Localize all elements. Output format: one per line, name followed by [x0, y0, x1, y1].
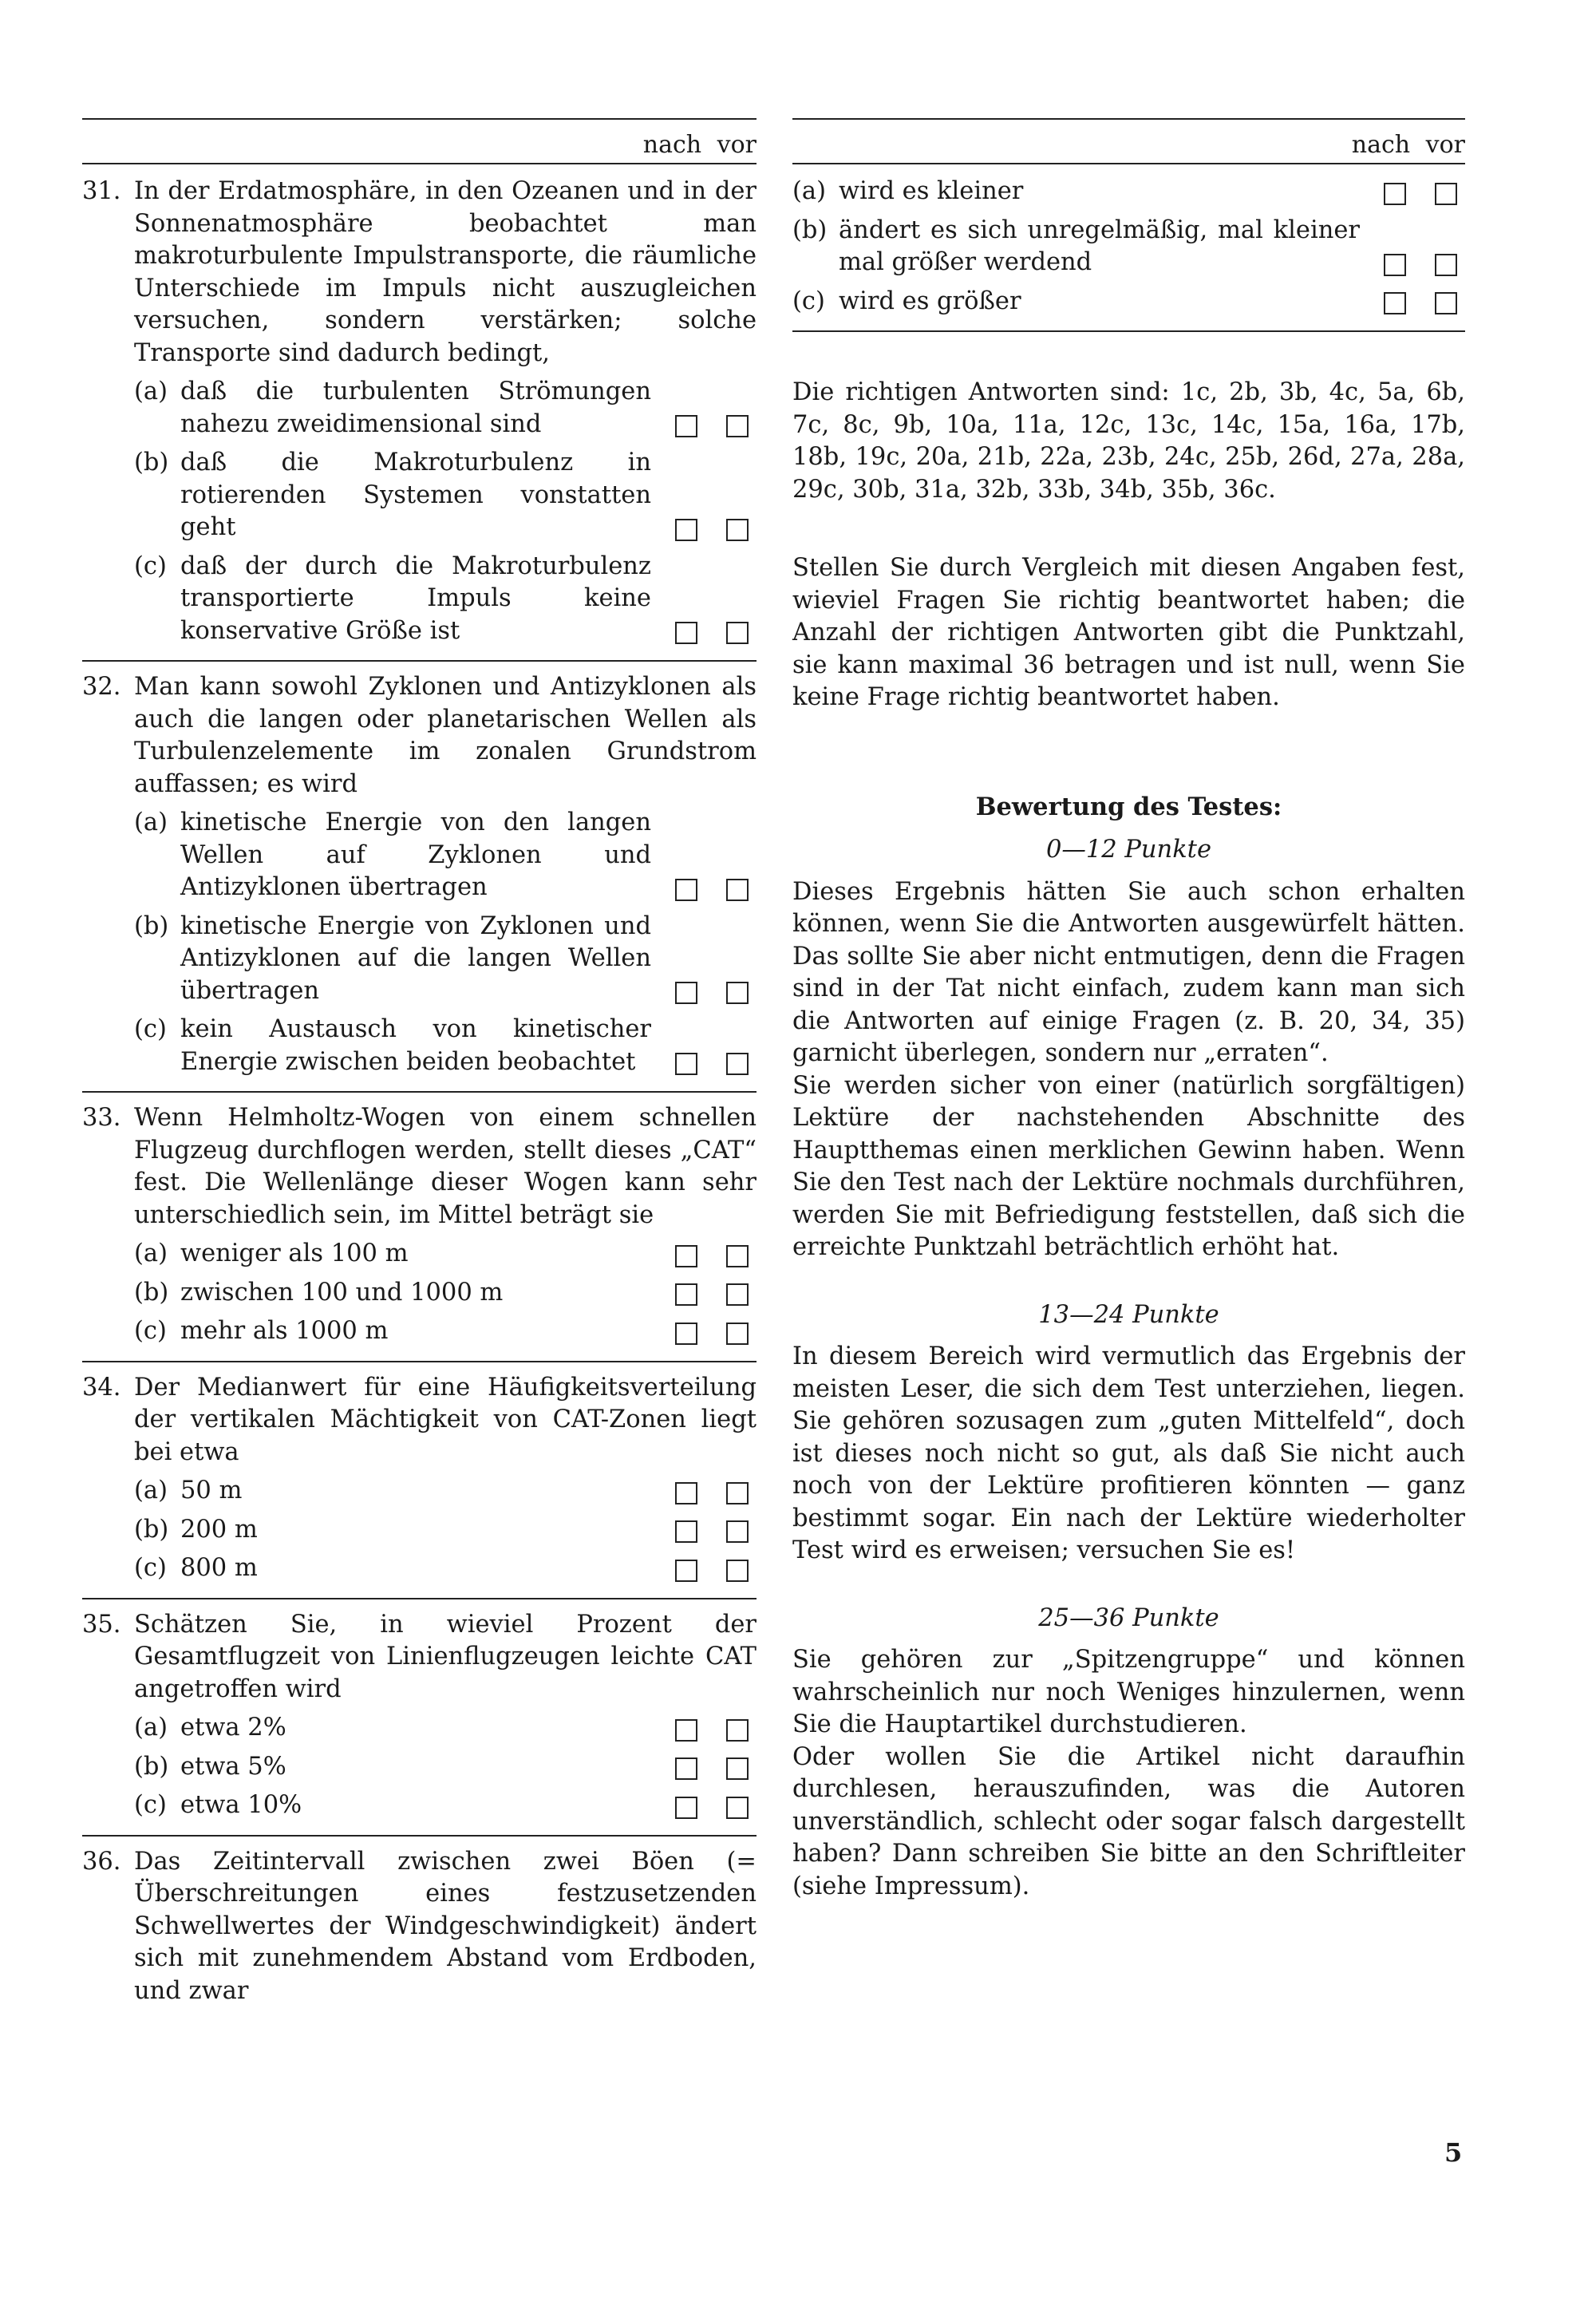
checkbox-pair	[1376, 180, 1465, 205]
option-label: (a)	[134, 1714, 168, 1742]
checkbox-vor[interactable]	[726, 519, 749, 541]
checkbox-nach[interactable]	[675, 1053, 697, 1075]
checkbox-vor[interactable]	[726, 1283, 749, 1306]
question-31	[82, 176, 757, 662]
option-label: (b)	[134, 1752, 169, 1781]
checkbox-nach[interactable]	[675, 1757, 697, 1780]
question-stem: Schätzen Sie, in wieviel Prozent der Gesamtflugzeit von Linienflugzeugen leichte CAT angetroffen wird	[134, 1610, 757, 1703]
answers-text: Die richtigen Antworten sind: 1c, 2b, 3b, 4c, 5a, 6b, 7c, 8c, 9b, 10a, 11a, 12c, 13c, 14c, 15a, 16a, 17b, 18b, 19c, 20a, 21b, 22a, 23b, 24c, 25b, 26d, 27a, 28a, 29c, 30b, 31a, 32b, 33b, 34b, 35b, 36c.	[792, 378, 1465, 504]
option-text: weniger als 100 m	[180, 1240, 409, 1267]
question-36	[82, 1846, 757, 2021]
checkbox-pair	[667, 1754, 757, 1780]
answer-option	[134, 1712, 757, 1745]
option-text: mehr als 1000 m	[180, 1317, 389, 1345]
checkbox-nach[interactable]	[675, 1245, 697, 1267]
score-range-title: 25—36 Punkte	[1038, 1603, 1219, 1632]
question-stem: In der Erdatmosphäre, in den Ozeanen und in der Sonnenatmosphäre beobachtet man makroturbulente Impulstransporte, die räumliche Unterschiede im Impuls nicht auszugleichen versuchen, sondern verstärken; solche Transporte sind dadurch bedingt,	[134, 177, 757, 367]
question-number: 31.	[82, 177, 121, 205]
checkbox-vor[interactable]	[1435, 292, 1457, 314]
option-text: 800 m	[180, 1554, 258, 1582]
question-number: 33.	[82, 1104, 121, 1132]
column-header	[792, 118, 1465, 164]
answer-option	[134, 1277, 757, 1310]
checkbox-pair	[667, 1479, 757, 1504]
checkbox-pair	[1376, 289, 1465, 314]
checkbox-vor[interactable]	[726, 1719, 749, 1742]
option-text: 50 m	[180, 1477, 243, 1504]
checkbox-nach[interactable]	[1384, 183, 1406, 205]
option-text: wird es kleiner	[839, 177, 1024, 205]
checkbox-nach[interactable]	[675, 519, 697, 541]
option-text: kinetische Energie von den langen Wellen auf Zyklonen und Antizyklonen übertragen	[180, 809, 651, 901]
option-label: (c)	[134, 1015, 167, 1043]
answer-option	[792, 286, 1465, 318]
question-stem: Der Medianwert für eine Häufigkeitsverteilung der vertikalen Mächtigkeit von CAT-Zonen liegt bei etwa	[134, 1373, 757, 1466]
option-label: (c)	[134, 1317, 167, 1345]
checkbox-pair	[667, 516, 757, 541]
answer-option	[134, 376, 757, 441]
answer-option	[134, 807, 757, 904]
option-label: (b)	[134, 911, 169, 940]
option-label: (a)	[134, 1240, 168, 1267]
checkbox-vor[interactable]	[726, 1245, 749, 1267]
answer-option	[134, 1552, 757, 1585]
question-33	[82, 1102, 757, 1362]
header-nach-label: nach	[642, 130, 702, 159]
checkbox-nach[interactable]	[675, 1719, 697, 1742]
question-36-options	[792, 176, 1465, 332]
option-label: (a)	[134, 378, 168, 405]
option-text: daß der durch die Makroturbulenz transportierte Impuls keine konservative Größe ist	[180, 552, 651, 645]
answer-option	[792, 176, 1465, 208]
question-35	[82, 1609, 757, 1837]
page-number: 5	[1444, 2137, 1463, 2168]
checkbox-vor[interactable]	[726, 622, 749, 644]
question-number: 36.	[82, 1847, 121, 1876]
answer-option	[134, 1315, 757, 1348]
score-range-paragraph: Oder wollen Sie die Artikel nicht daraufhin durchlesen, herauszufinden, was die Autoren unverständlich, schlecht oder sogar falsch dargestellt haben? Dann schreiben Sie bitte an den Schriftleiter (siehe Impressum).	[792, 1742, 1465, 1900]
answer-option	[134, 551, 757, 648]
checkbox-pair	[667, 1242, 757, 1267]
option-text: kinetische Energie von Zyklonen und Antizyklonen auf die langen Wellen übertragen	[180, 911, 651, 1005]
checkbox-vor[interactable]	[726, 415, 749, 437]
checkbox-pair	[667, 876, 757, 901]
checkbox-nach[interactable]	[675, 1797, 697, 1819]
checkbox-vor[interactable]	[726, 1323, 749, 1345]
left-column	[82, 118, 757, 2030]
score-range-paragraph: Dieses Ergebnis hätten Sie auch schon erhalten können, wenn Sie die Antworten ausgewürfelt hätten. Das sollte Sie aber nicht entmutigen, denn die Fragen sind in der Tat nicht einfach, zudem kann man sich die Antworten auf einige Fragen (z. B. 20, 34, 35) garnicht überlegen, sondern nur „erraten“.	[792, 877, 1465, 1067]
option-label: (b)	[134, 449, 169, 476]
option-label: (c)	[134, 1554, 167, 1582]
checkbox-pair	[667, 412, 757, 437]
checkbox-nach[interactable]	[1384, 292, 1406, 314]
score-range-paragraph: Sie werden sicher von einer (natürlich sorgfältigen) Lektüre der nachstehenden Abschnitte des Hauptthemas einen merklichen Gewinn haben. Wenn Sie den Test nach der Lektüre nochmals durchführen, werden Sie mit Befriedigung feststellen, daß sich die erreichte Punktzahl beträchtlich erhöht hat.	[792, 1071, 1465, 1261]
answer-option	[134, 1789, 757, 1822]
checkbox-pair	[667, 1319, 757, 1345]
checkbox-vor[interactable]	[1435, 254, 1457, 276]
column-header	[82, 118, 757, 164]
answer-option	[134, 911, 757, 1008]
answer-option	[134, 447, 757, 544]
question-number: 32.	[82, 673, 121, 701]
checkbox-pair	[667, 1556, 757, 1582]
option-text: zwischen 100 und 1000 m	[180, 1278, 504, 1307]
checkbox-nach[interactable]	[675, 1323, 697, 1345]
option-text: kein Austausch von kinetischer Energie zwischen beiden beobachtet	[180, 1015, 651, 1076]
checkbox-vor[interactable]	[726, 1053, 749, 1075]
checkbox-nach[interactable]	[675, 1482, 697, 1504]
checkbox-vor[interactable]	[726, 1757, 749, 1780]
checkbox-pair	[1376, 251, 1465, 276]
question-number: 35.	[82, 1610, 121, 1639]
checkbox-vor[interactable]	[726, 982, 749, 1004]
option-text: ändert es sich unregelmäßig, mal kleiner mal größer werdend	[839, 215, 1360, 276]
evaluation-ranges	[792, 823, 1465, 1903]
checkbox-nach[interactable]	[675, 982, 697, 1004]
option-label: (b)	[792, 215, 828, 244]
option-label: (b)	[134, 1278, 169, 1307]
checkbox-nach[interactable]	[675, 1283, 697, 1306]
answer-option	[134, 1014, 757, 1078]
option-text: daß die turbulenten Strömungen nahezu zweidimensional sind	[180, 378, 651, 438]
checkbox-pair	[667, 1050, 757, 1075]
evaluation-heading: Bewertung des Testes:	[975, 792, 1282, 821]
checkbox-vor[interactable]	[726, 1520, 749, 1543]
score-range-paragraph: Sie gehören zur „Spitzengruppe“ und können wahrscheinlich nur noch Weniges hinzulernen, wenn Sie die Hauptartikel durchstudieren.	[792, 1646, 1465, 1738]
question-34	[82, 1372, 757, 1599]
option-label: (a)	[792, 177, 826, 205]
checkbox-vor[interactable]	[726, 879, 749, 901]
question-stem: Das Zeitintervall zwischen zwei Böen (= Überschreitungen eines festzusetzenden Schwellwertes der Windgeschwindigkeit) ändert sich mit zunehmendem Abstand vom Erdboden, und zwar	[134, 1847, 757, 2005]
option-text: 200 m	[180, 1515, 258, 1544]
question-stem: Man kann sowohl Zyklonen und Antizyklonen als auch die langen oder planetarischen Wellen als Turbulenzelemente im zonalen Grundstrom auffassen; es wird	[134, 673, 757, 798]
checkbox-nach[interactable]	[675, 879, 697, 901]
option-label: (a)	[134, 1477, 168, 1504]
question-number: 34.	[82, 1373, 121, 1402]
option-label: (c)	[134, 1791, 167, 1819]
right-column	[792, 118, 1465, 1903]
option-text: etwa 5%	[180, 1752, 286, 1781]
option-label: (a)	[134, 809, 168, 836]
answer-option	[134, 1238, 757, 1271]
score-range-title: 0—12 Punkte	[1045, 836, 1211, 864]
option-label: (c)	[792, 287, 825, 315]
checkbox-nach[interactable]	[675, 415, 697, 437]
checkbox-nach[interactable]	[675, 1560, 697, 1582]
option-text: daß die Makroturbulenz in rotierenden Systemen vonstatten geht	[180, 449, 651, 541]
checkbox-vor[interactable]	[726, 1560, 749, 1582]
checkbox-pair	[667, 1280, 757, 1306]
checkbox-pair	[667, 619, 757, 644]
header-nach-label: nach	[1351, 130, 1411, 159]
checkbox-nach[interactable]	[675, 1520, 697, 1543]
checkbox-vor[interactable]	[1435, 183, 1457, 205]
checkbox-nach[interactable]	[675, 622, 697, 644]
option-text: etwa 10%	[180, 1791, 302, 1819]
checkbox-vor[interactable]	[726, 1797, 749, 1819]
checkbox-nach[interactable]	[1384, 254, 1406, 276]
compare-instructions: Stellen Sie durch Vergleich mit diesen Angaben fest, wieviel Fragen Sie richtig beantwortet haben; die Anzahl der richtigen Antworten gibt die Punktzahl, sie kann maximal 36 betragen und ist null, wenn Sie keine Frage richtig beantwortet haben.	[792, 554, 1465, 711]
header-vor-label: vor	[717, 130, 757, 159]
checkbox-pair	[667, 1517, 757, 1543]
option-label: (b)	[134, 1515, 169, 1544]
question-32	[82, 671, 757, 1093]
checkbox-vor[interactable]	[726, 1482, 749, 1504]
answer-option	[792, 215, 1465, 279]
question-list	[82, 176, 757, 2020]
option-label: (c)	[134, 552, 167, 580]
header-vor-label: vor	[1425, 130, 1465, 159]
option-text: wird es größer	[839, 287, 1021, 315]
answer-option	[134, 1751, 757, 1784]
answer-option	[134, 1475, 757, 1508]
score-range-title: 13—24 Punkte	[1038, 1300, 1219, 1329]
answer-option	[134, 1514, 757, 1547]
question-stem: Wenn Helmholtz-Wogen von einem schnellen Flugzeug durchflogen werden, stellt dieses „CAT“ fest. Die Wellenlänge dieser Wogen kann sehr unterschiedlich sein, im Mittel beträgt sie	[134, 1104, 757, 1229]
checkbox-pair	[667, 979, 757, 1004]
checkbox-pair	[667, 1716, 757, 1742]
checkbox-pair	[667, 1793, 757, 1819]
score-range-paragraph: In diesem Bereich wird vermutlich das Ergebnis der meisten Leser, die sich dem Test unterziehen, liegen. Sie gehören sozusagen zum „guten Mittelfeld“, doch ist dieses noch nicht so gut, als daß Sie nicht auch noch von der Lektüre profitieren könnten — ganz bestimmt sogar. Ein nach der Lektüre wiederholter Test wird es erweisen; versuchen Sie es!	[792, 1342, 1465, 1564]
option-text: etwa 2%	[180, 1714, 286, 1742]
